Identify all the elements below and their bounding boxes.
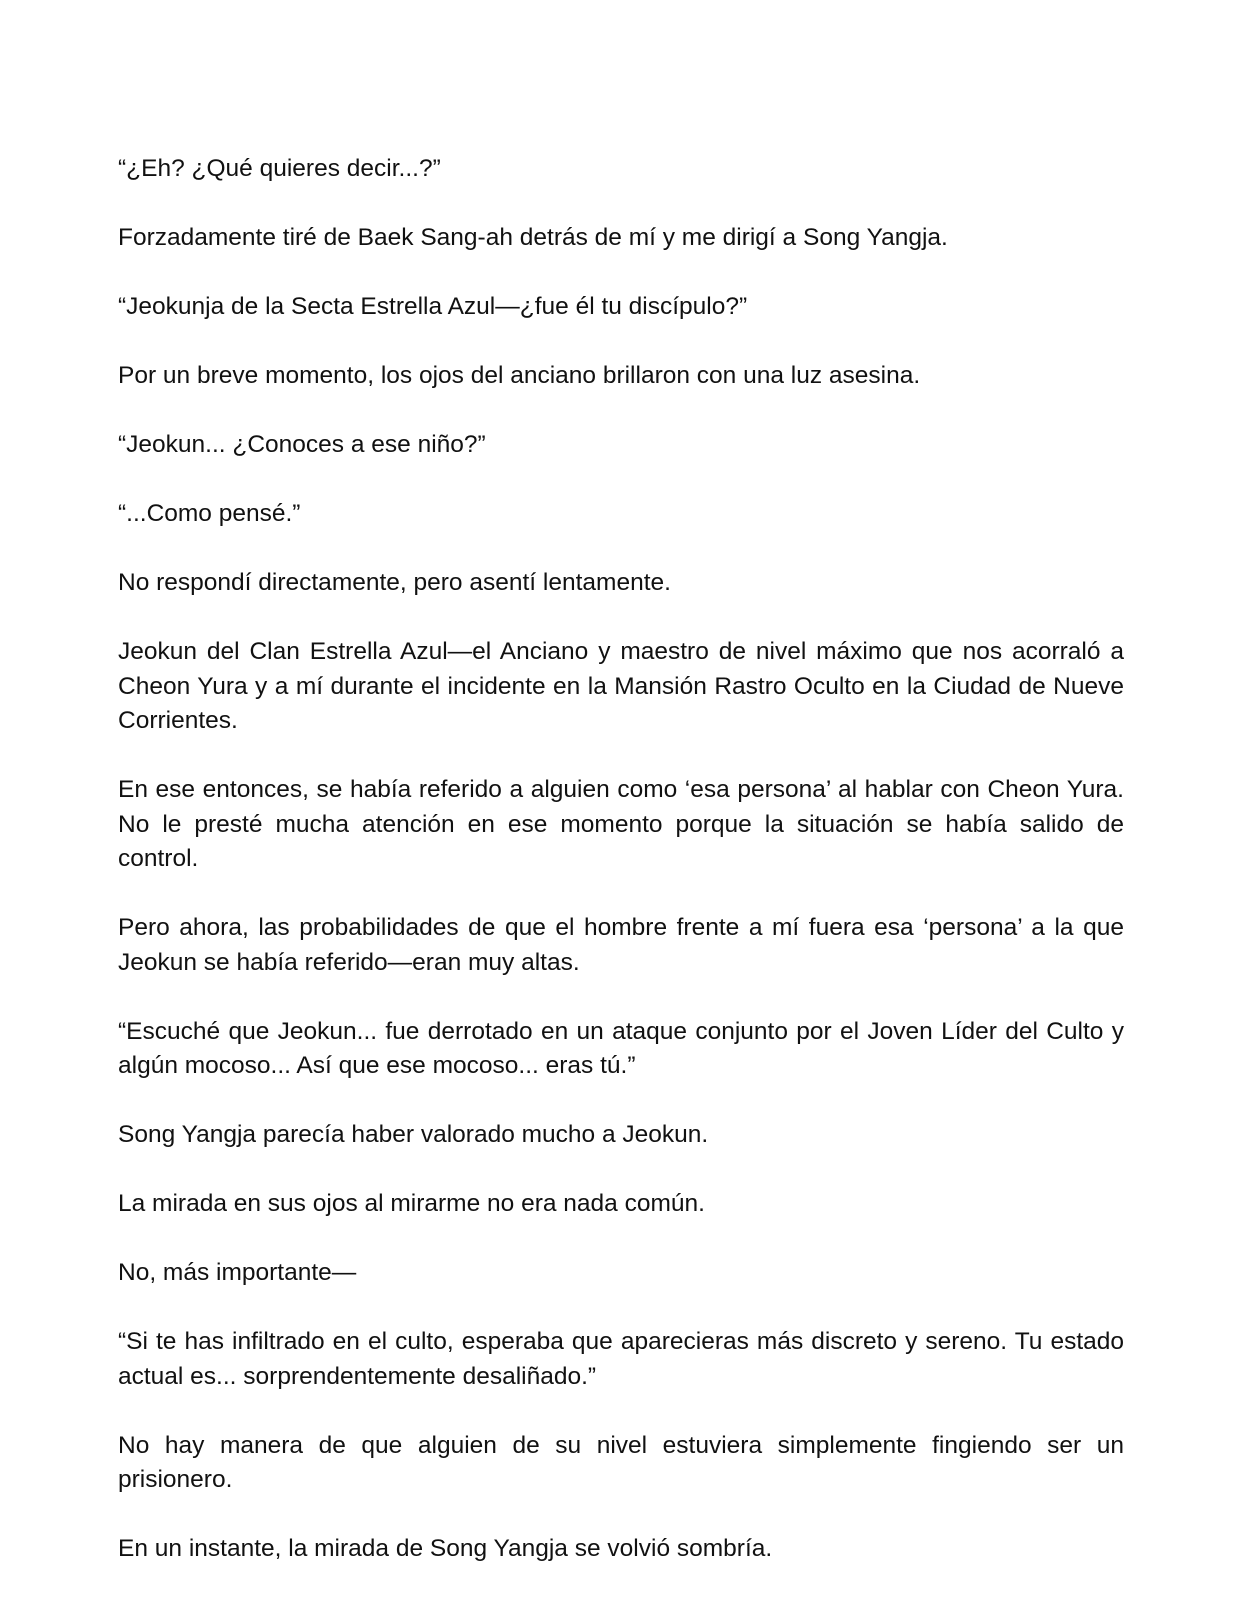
paragraph: Jeokun del Clan Estrella Azul—el Anciano y maestro de nivel máximo que nos acorraló a Cheon Yura y a mí durante el incidente en la Mansión Rastro Oculto en la Ciudad de Nueve Corrientes. [118, 638, 1124, 734]
paragraph: No hay manera de que alguien de su nivel estuviera simplemente fingiendo ser un prisionero. [118, 1431, 1124, 1493]
paragraph: La mirada en sus ojos al mirarme no era nada común. [118, 1190, 705, 1217]
paragraph: “Jeokunja de la Secta Estrella Azul—¿fue él tu discípulo?” [118, 293, 748, 320]
paragraph: No respondí directamente, pero asentí lentamente. [118, 569, 671, 596]
paragraph: “Jeokun... ¿Conoces a ese niño?” [118, 431, 486, 458]
paragraph: En un instante, la mirada de Song Yangja se volvió sombría. [118, 1535, 773, 1562]
paragraph: Forzadamente tiré de Baek Sang-ah detrás de mí y me dirigí a Song Yangja. [118, 224, 948, 251]
paragraph: “...Como pensé.” [118, 500, 301, 527]
paragraph: “Escuché que Jeokun... fue derrotado en un ataque conjunto por el Joven Líder del Culto y algún mocoso... Así que ese mocoso... eras tú.” [118, 1017, 1124, 1079]
paragraph: Pero ahora, las probabilidades de que el hombre frente a mí fuera esa ‘persona’ a la que Jeokun se había referido—eran muy altas. [118, 914, 1124, 976]
document-body [118, 152, 1124, 1601]
paragraph: Song Yangja parecía haber valorado mucho a Jeokun. [118, 1121, 709, 1148]
paragraph: En ese entonces, se había referido a alguien como ‘esa persona’ al hablar con Cheon Yura. No le presté mucha atención en ese momento porque la situación se había salido de control. [118, 776, 1124, 872]
paragraph: “Si te has infiltrado en el culto, esperaba que aparecieras más discreto y sereno. Tu estado actual es... sorprendentemente desaliñado.” [118, 1328, 1124, 1390]
paragraph: No, más importante— [118, 1259, 357, 1286]
paragraph: “¿Eh? ¿Qué quieres decir...?” [118, 155, 441, 182]
paragraph: Por un breve momento, los ojos del anciano brillaron con una luz asesina. [118, 362, 921, 389]
